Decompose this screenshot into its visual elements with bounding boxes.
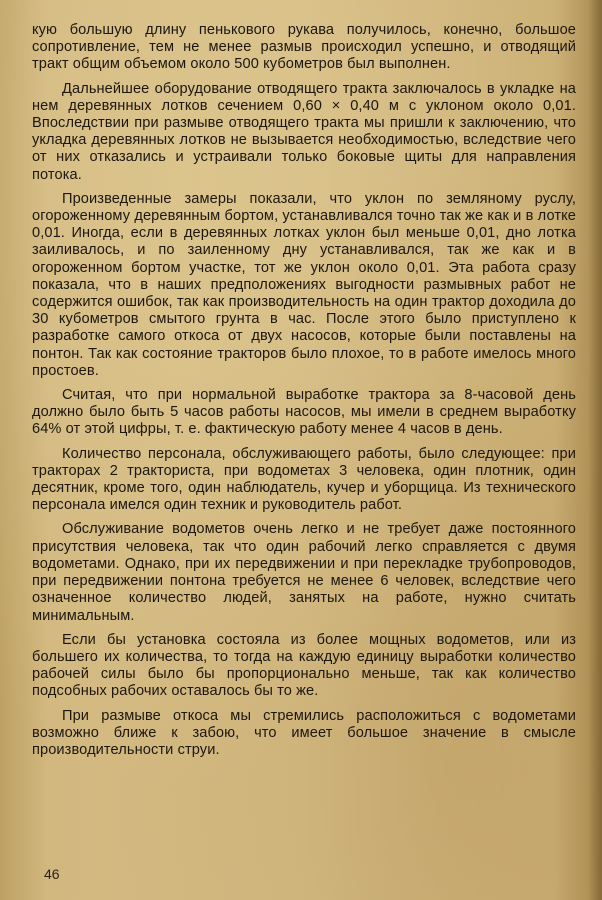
body-text bbox=[32, 22, 576, 766]
paragraph-8: При размыве откоса мы стремились расположиться с водометами возможно ближе к забою, что имеет большое значение в смысле производительности струи. bbox=[32, 707, 576, 758]
paragraph-2: Дальнейшее оборудование отводящего тракта заключалось в укладке на нем деревянных лотков сечением 0,60 × 0,40 м с уклоном около 0,01. Впоследствии при размыве отводящего тракта мы пришли к заключению, что укладка деревянных лотков не вызывается необходимостью, вследствие чего от них отказались и устраивали только боковые щиты для направления потока. bbox=[32, 80, 576, 183]
paragraph-4: Считая, что при нормальной выработке трактора за 8-часовой день должно было быть 5 часов работы насосов, мы имели в среднем выработку 64% от этой цифры, т. е. фактическую работу менее 4 часов в день. bbox=[32, 387, 576, 438]
paragraph-1: кую большую длину пенькового рукава получилось, конечно, большое сопротивление, тем не менее размыв происходил успешно, и отводящий тракт общим объемом около 500 кубометров был выполнен. bbox=[32, 22, 576, 73]
page-edge-shadow bbox=[588, 0, 602, 900]
paragraph-7: Если бы установка состояла из более мощных водометов, или из большего их количества, то тогда на каждую единицу выработки количество рабочей силы было бы пропорционально меньше, так как количество подсобных рабочих оставалось бы то же. bbox=[32, 631, 576, 700]
paragraph-3: Произведенные замеры показали, что уклон по земляному руслу, огороженному деревянным бортом, устанавливался точно так же как и в лотке 0,01. Иногда, если в деревянных лотках уклон был меньше 0,01, дно лотка заиливалось, и по заиленному дну устанавливался, так же как и в огороженном бортом участке, тот же уклон около 0,01. Эта работа сразу показала, что в наших предположениях выгодности размывных работ не содержится ошибок, так как производительность на один трактор доходила до 30 кубометров смытого грунта в час. После этого было приступлено к разработке самого откоса от двух насосов, которые были поставлены на понтон. Так как состояние тракторов было плохое, то в работе имелось много простоев. bbox=[32, 190, 576, 379]
paragraph-6: Обслуживание водометов очень легко и не требует даже постоянного присутствия человека, так что один рабочий легко справляется с двумя водометами. Однако, при их передвижении и при перекладке трубопроводов, при передвижении понтона требуется не менее 6 человек, вследствие чего означенное количество людей, занятых на работе, нужно считать минимальным. bbox=[32, 521, 576, 624]
page-number: 46 bbox=[44, 866, 60, 882]
paragraph-5: Количество персонала, обслуживающего работы, было следующее: при тракторах 2 тракториста, при водометах 3 человека, один плотник, один десятник, кроме того, один наблюдатель, кучер и уборщица. Из технического персонала имелся один техник и руководитель работ. bbox=[32, 445, 576, 514]
